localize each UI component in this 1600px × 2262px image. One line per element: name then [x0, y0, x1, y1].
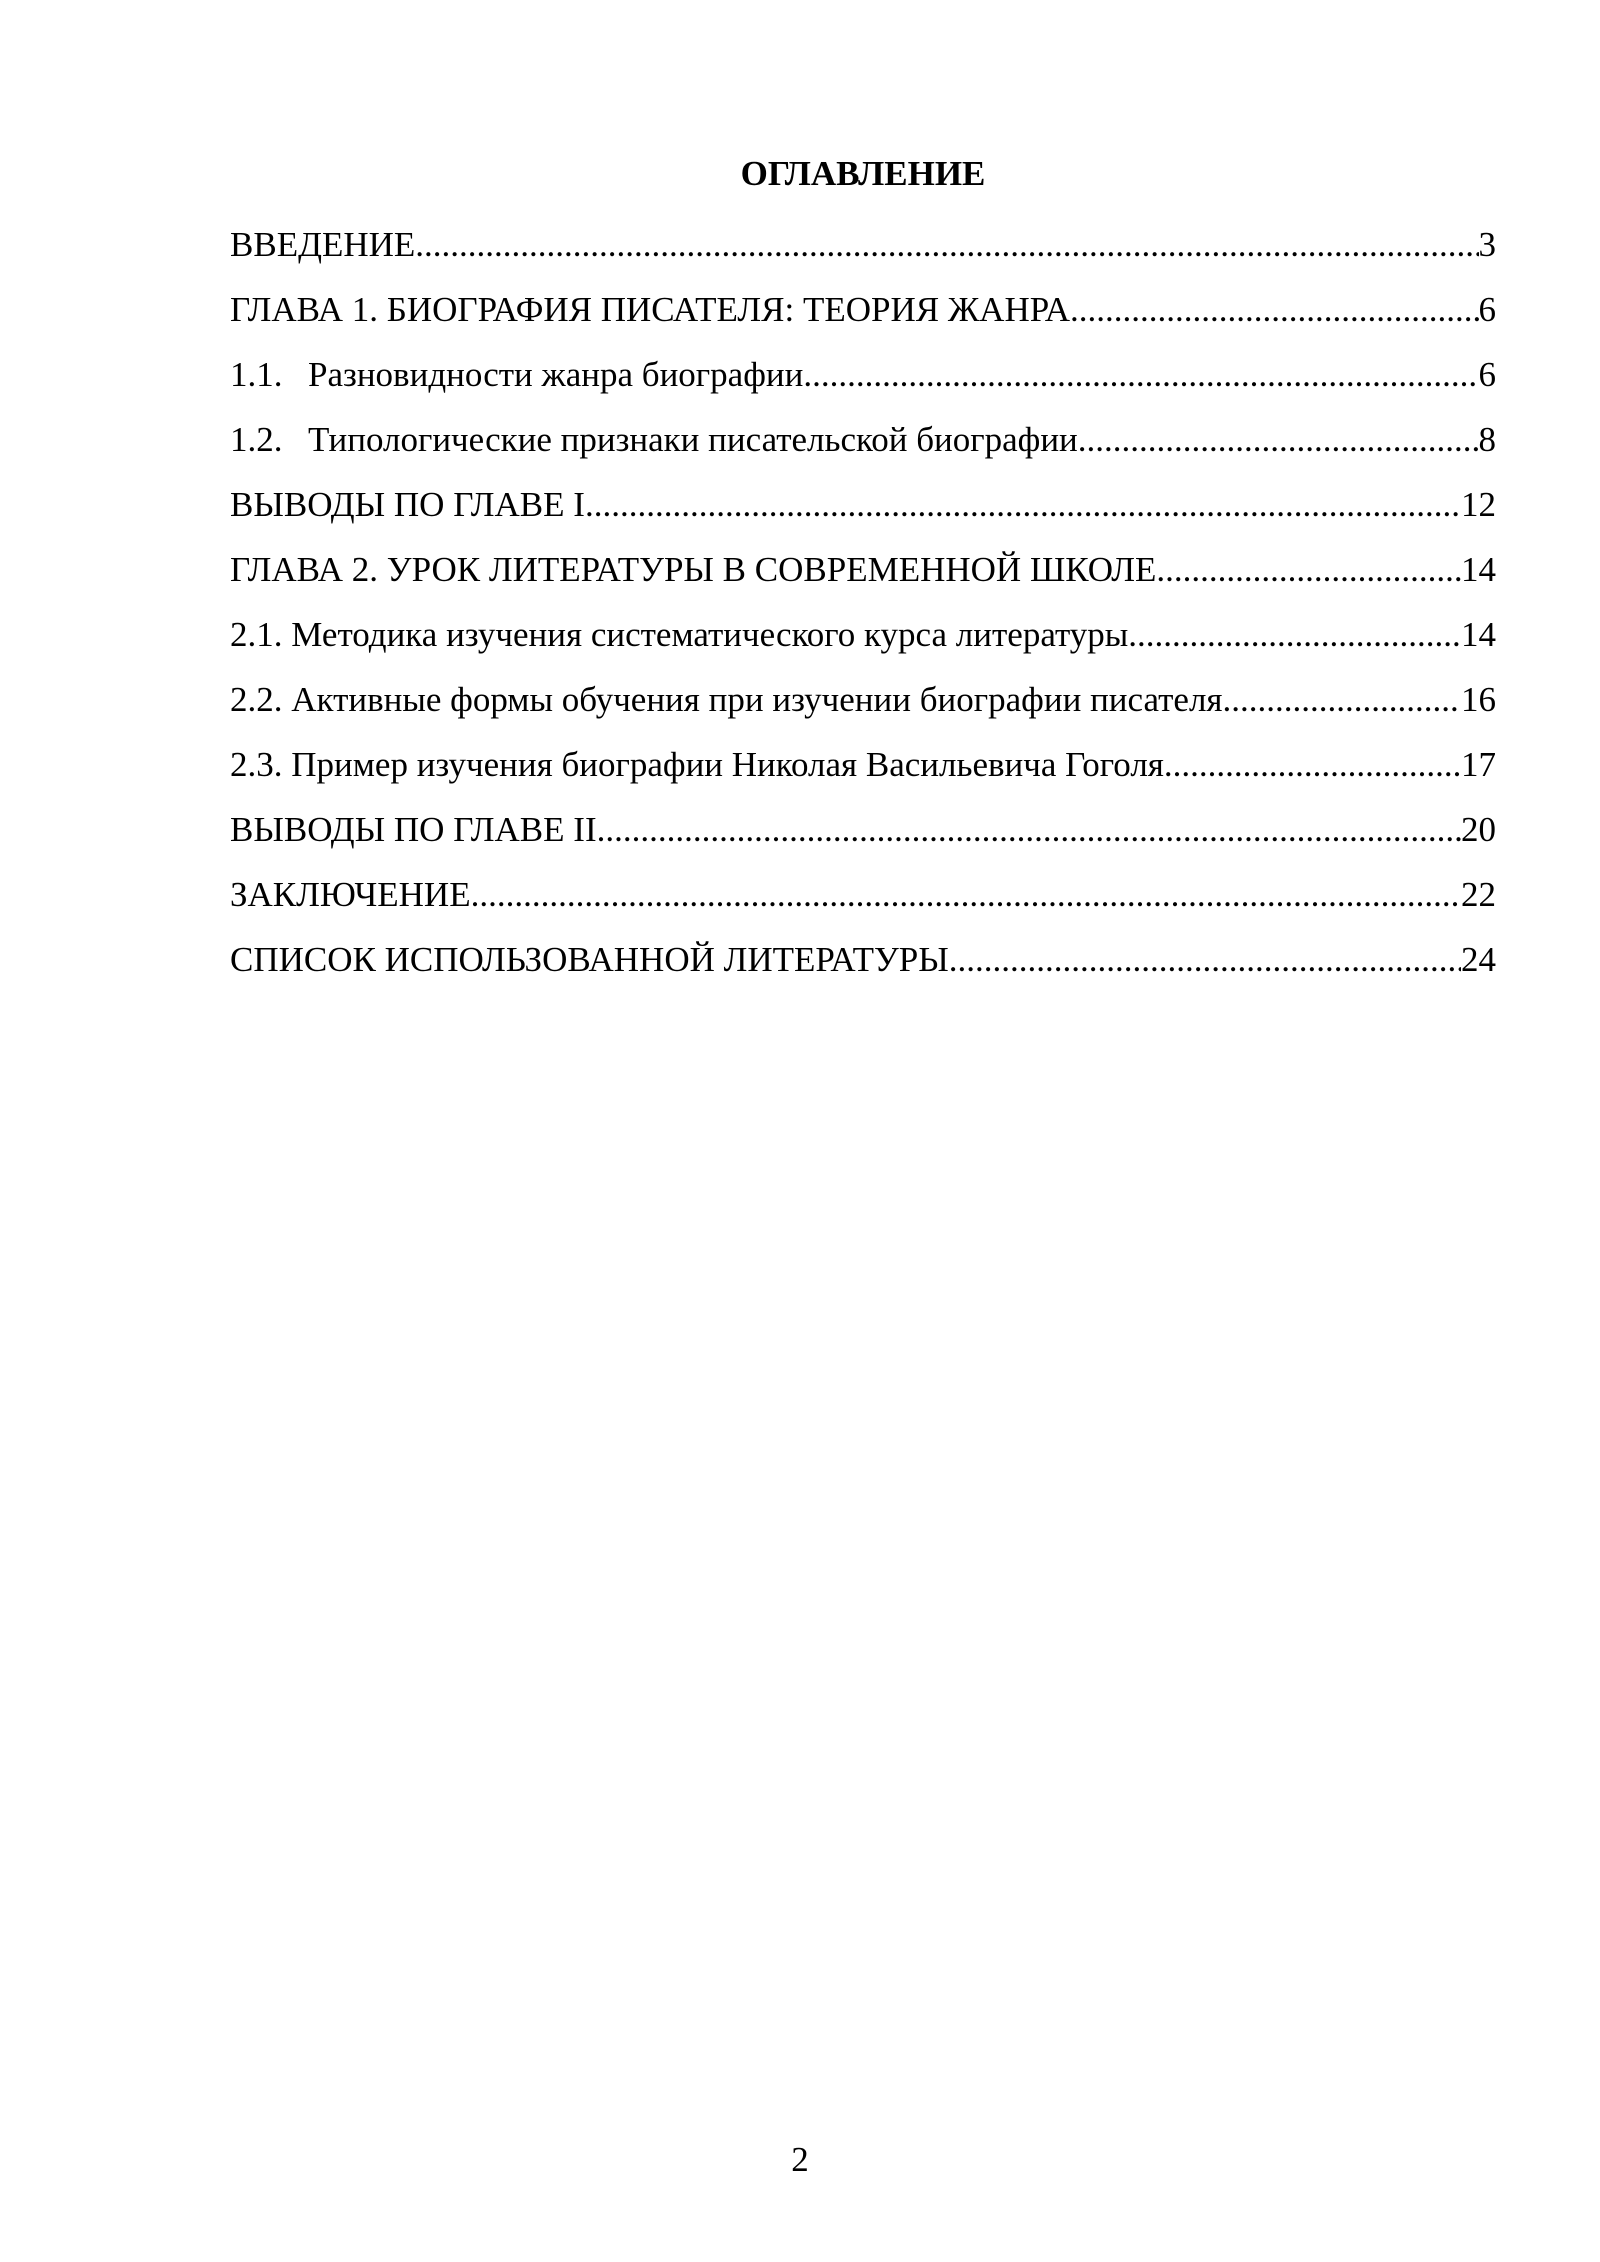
toc-entry-page: 8 [1478, 420, 1496, 459]
toc-dot-leader [1070, 277, 1479, 342]
toc-entry-title: ВЫВОДЫ ПО ГЛАВЕ I [230, 485, 585, 524]
toc-entry-number: 1.1. [230, 355, 283, 394]
toc-dot-leader [597, 797, 1461, 862]
toc-entry-page: 20 [1461, 810, 1496, 849]
toc-entry-page: 14 [1461, 550, 1496, 589]
toc-dot-leader [585, 472, 1461, 537]
toc-dot-leader [1156, 537, 1461, 602]
toc-entry-section-2-1[interactable] [230, 602, 1496, 667]
toc-entry-page: 6 [1478, 290, 1496, 329]
toc-entry-title: ЗАКЛЮЧЕНИЕ [230, 875, 471, 914]
toc-entry-page: 3 [1478, 225, 1496, 264]
page-number: 2 [791, 2140, 809, 2179]
toc-entry-title: 2.1. Методика изучения систематического курса литературы [230, 615, 1129, 654]
toc-entry-title: Разновидности жанра биографии [308, 355, 804, 394]
toc-entry-title: 2.2. Активные формы обучения при изучении биографии писателя [230, 680, 1223, 719]
toc-entry-title: Типологические признаки писательской биографии [308, 420, 1078, 459]
toc-entry-title: ГЛАВА 1. БИОГРАФИЯ ПИСАТЕЛЯ: ТЕОРИЯ ЖАНРА [230, 290, 1070, 329]
toc-entry-conclusion[interactable] [230, 862, 1496, 927]
toc-entry-chapter-1[interactable] [230, 277, 1496, 342]
toc-entry-title: 2.3. Пример изучения биографии Николая Васильевича Гоголя [230, 745, 1164, 784]
toc-entry-title: ГЛАВА 2. УРОК ЛИТЕРАТУРЫ В СОВРЕМЕННОЙ ШКОЛЕ [230, 550, 1157, 589]
toc-entry-page: 12 [1461, 485, 1496, 524]
toc-entry-section-2-2[interactable] [230, 667, 1496, 732]
toc-dot-leader [1128, 602, 1461, 667]
toc-entry-number: 1.2. [230, 420, 283, 459]
toc-heading: ОГЛАВЛЕНИЕ [740, 154, 986, 193]
toc-entry-page: 16 [1461, 680, 1496, 719]
toc-dot-leader [1078, 407, 1479, 472]
toc-entry-title: ВВЕДЕНИЕ [230, 225, 416, 264]
toc-entry-page: 6 [1478, 355, 1496, 394]
toc-entry-title: ВЫВОДЫ ПО ГЛАВЕ II [230, 810, 597, 849]
toc-entry-introduction[interactable] [230, 212, 1496, 277]
toc-dot-leader [803, 342, 1478, 407]
toc-entry-conclusions-chapter-1[interactable] [230, 472, 1496, 537]
toc-entry-references[interactable] [230, 927, 1496, 992]
toc-entry-conclusions-chapter-2[interactable] [230, 797, 1496, 862]
table-of-contents [230, 212, 1496, 992]
toc-entry-section-2-3[interactable] [230, 732, 1496, 797]
toc-dot-leader [471, 862, 1461, 927]
toc-entry-page: 14 [1461, 615, 1496, 654]
toc-entry-page: 22 [1461, 875, 1496, 914]
toc-dot-leader [1223, 667, 1461, 732]
toc-entry-section-1-2[interactable] [230, 407, 1496, 472]
toc-entry-title: СПИСОК ИСПОЛЬЗОВАННОЙ ЛИТЕРАТУРЫ [230, 940, 949, 979]
toc-dot-leader [1164, 732, 1461, 797]
toc-dot-leader [949, 927, 1461, 992]
toc-entry-section-1-1[interactable] [230, 342, 1496, 407]
toc-entry-chapter-2[interactable] [230, 537, 1496, 602]
toc-entry-page: 17 [1461, 745, 1496, 784]
toc-entry-page: 24 [1461, 940, 1496, 979]
toc-dot-leader [415, 212, 1478, 277]
